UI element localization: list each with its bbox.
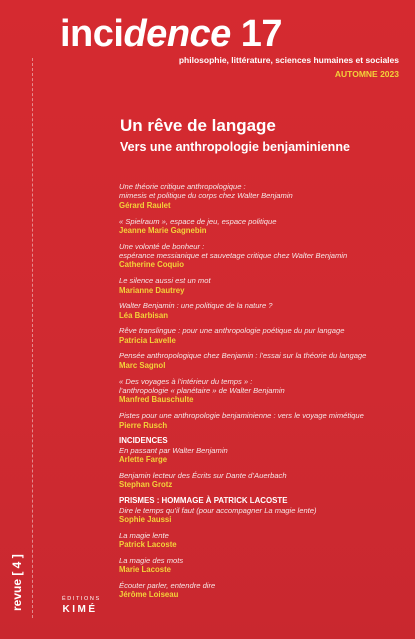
toc-entry xyxy=(119,301,409,320)
toc-entry-author: Marc Sagnol xyxy=(119,360,166,370)
section-heading-incidences: INCIDENCES xyxy=(119,436,168,446)
toc-entry-author: Jeanne Marie Gagnebin xyxy=(119,225,207,235)
toc-entry-author: Manfred Bauschulte xyxy=(119,395,194,405)
toc-entry xyxy=(119,217,409,236)
publisher-name: KIMÉ xyxy=(62,604,98,615)
toc-entry-author: Catherine Coquio xyxy=(119,260,184,270)
masthead xyxy=(60,14,400,54)
toc-entry xyxy=(119,471,409,490)
toc-entry xyxy=(119,182,409,210)
toc-entry-title: Pistes pour une anthropologie benjaminienne : vers le voyage mimétique xyxy=(119,411,364,421)
publisher-line1: ÉDITIONS xyxy=(62,596,101,602)
issue-season: AUTOMNE 2023 xyxy=(334,69,399,79)
issue-number: 17 xyxy=(240,13,283,55)
toc-entry-title: En passant par Walter Benjamin xyxy=(119,445,228,455)
spine-label: revue [ 4 ] xyxy=(10,554,24,611)
toc-entry-title: Écouter parler, entendre dire xyxy=(119,580,216,590)
toc-entry-title: Le silence aussi est un mot xyxy=(119,276,211,286)
toc-entry xyxy=(119,446,409,465)
toc-entry-title: La magie des mots xyxy=(119,555,184,565)
toc-entry-title: « Des voyages à l’intérieur du temps » : xyxy=(119,376,253,386)
toc-entry-title: l’anthropologie « planétaire » de Walter Benjamin xyxy=(119,385,285,395)
dossier-subtitle: Vers une anthropologie benjaminienne xyxy=(120,140,350,154)
toc-entry-author: Patricia Lavelle xyxy=(119,335,176,345)
toc-entry xyxy=(119,351,409,370)
toc-entry xyxy=(119,326,409,345)
toc-entry xyxy=(119,377,409,405)
toc-entry xyxy=(119,581,409,600)
toc-entry-title: Pensée anthropologique chez Benjamin : l’essai sur la théorie du langage xyxy=(119,351,367,361)
toc-entry-title: espérance messianique et sauvetage critique chez Walter Benjamin xyxy=(119,251,348,261)
toc-entry-title: Une volonté de bonheur : xyxy=(119,241,205,251)
toc-entry xyxy=(119,556,409,575)
toc-entry-author: Léa Barbisan xyxy=(119,310,168,320)
journal-name xyxy=(60,14,282,54)
toc-entry xyxy=(119,242,409,270)
toc-entry-title: mimesis et politique du corps chez Walter Benjamin xyxy=(119,191,293,201)
toc-entry xyxy=(119,506,409,525)
toc-entry-author: Marianne Dautrey xyxy=(119,285,185,295)
dossier-title: Un rêve de langage xyxy=(120,116,276,135)
toc-entry-author: Gérard Raulet xyxy=(119,200,171,210)
spine-dashed-line xyxy=(32,58,33,618)
toc-entry xyxy=(119,531,409,550)
toc-entry-title: « Spielraum », espace de jeu, espace politique xyxy=(119,216,277,226)
toc-entry-author: Patrick Lacoste xyxy=(119,540,177,550)
toc-entry-title: Dire le temps qu’il faut (pour accompagner La magie lente) xyxy=(119,505,317,515)
toc-entry-author: Sophie Jaussi xyxy=(119,515,172,525)
toc-entry-title: La magie lente xyxy=(119,530,169,540)
toc-entry-author: Arlette Farge xyxy=(119,455,168,465)
toc-entry-title: Walter Benjamin : une politique de la nature ? xyxy=(119,301,273,311)
toc-entry xyxy=(119,411,409,430)
table-of-contents xyxy=(119,182,409,606)
journal-tagline: philosophie, littérature, sciences humaines et sociales xyxy=(178,55,399,65)
toc-entry-author: Pierre Rusch xyxy=(119,420,168,430)
publisher-logo xyxy=(62,596,101,615)
toc-entry xyxy=(119,276,409,295)
toc-entry-author: Marie Lacoste xyxy=(119,565,172,575)
toc-entry-title: Une théorie critique anthropologique : xyxy=(119,182,246,191)
toc-entry-author: Stephan Grotz xyxy=(119,480,173,490)
section-heading-prismes: PRISMES : HOMMAGE À PATRICK LACOSTE xyxy=(119,496,288,506)
toc-entry-author: Jérôme Loiseau xyxy=(119,590,179,600)
toc-entry-title: Rêve translingue : pour une anthropologie poétique du pur langage xyxy=(119,326,345,336)
journal-name-part1: inci xyxy=(60,13,124,55)
toc-entry-title: Benjamin lecteur des Écrits sur Dante d’Auerbach xyxy=(119,470,287,480)
journal-name-part2: dence xyxy=(123,13,231,55)
